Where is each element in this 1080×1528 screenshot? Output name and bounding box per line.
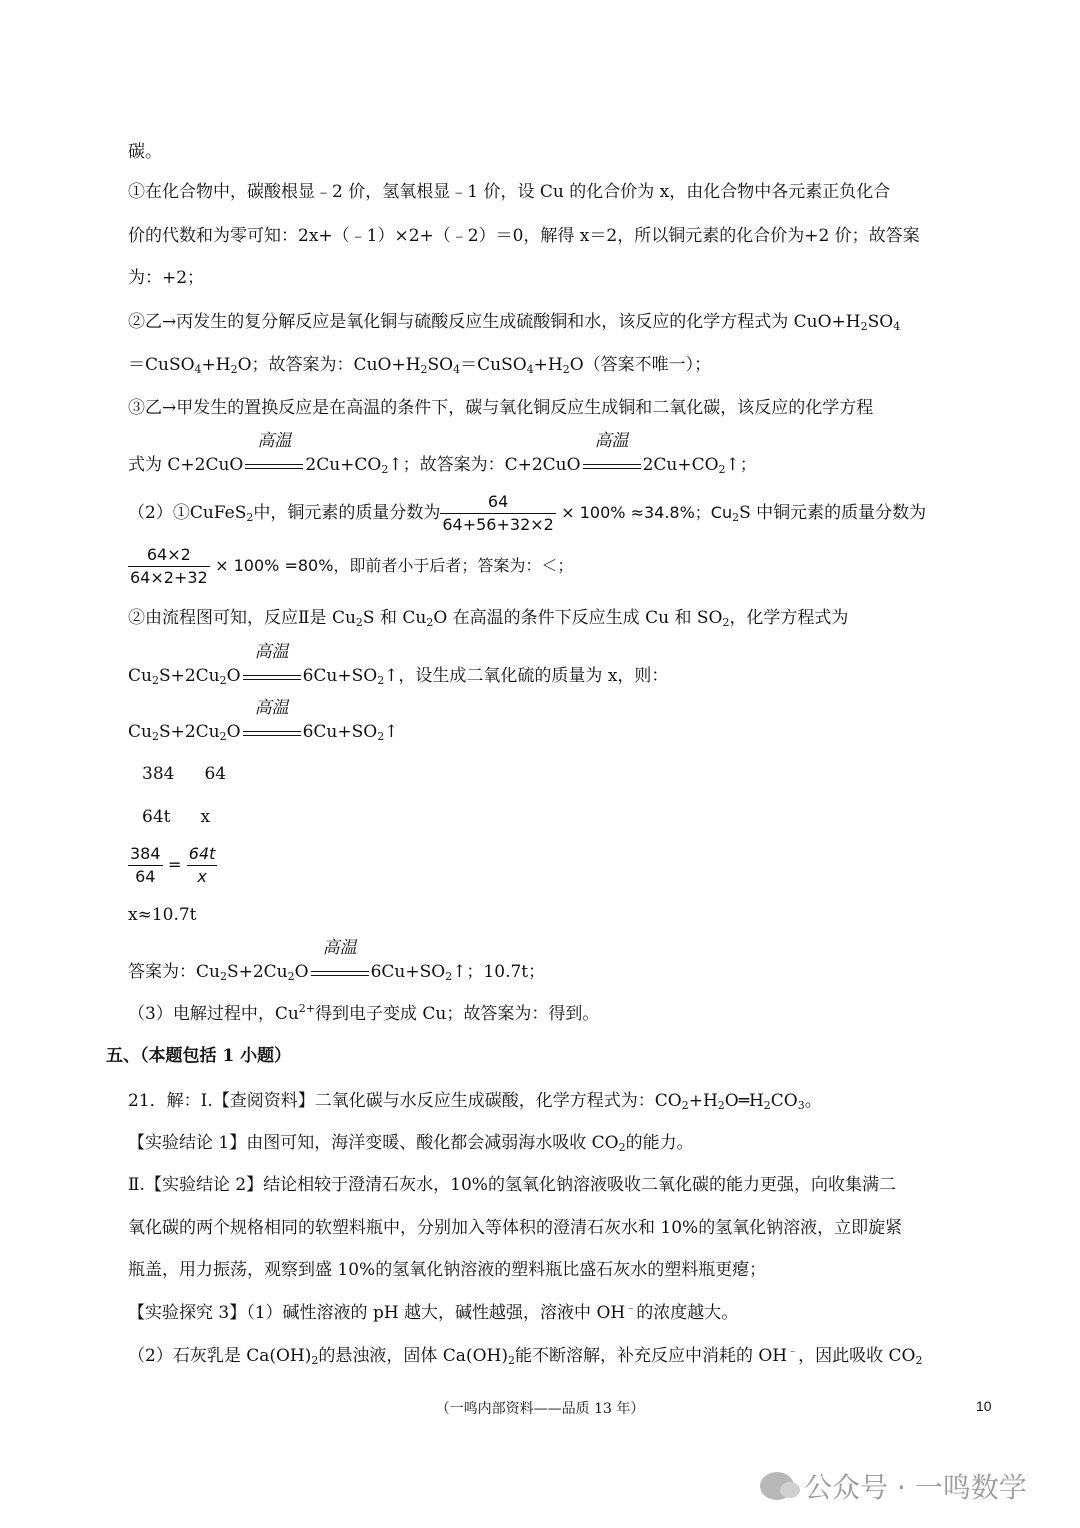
text-line: ②乙→丙发生的复分解反应是氧化铜与硫酸反应生成硫酸铜和水，该反应的化学方程式为 $CuO+H_2SO_4$: [128, 312, 901, 333]
text-line: 21．解：Ⅰ.【查阅资料】二氧化碳与水反应生成碳酸，化学方程式为：$CO_2+H_2O═H_2CO_3$。: [128, 1091, 822, 1112]
equation-line: 答案为：$Cu_2S+2Cu_2O$ 高温 $6Cu+SO_2↑$；10.7t；: [128, 938, 546, 983]
text-line: （2）石灰乳是 $Ca(OH)_2$的悬浊液，固体 $Ca(OH)_2$能不断溶解，补充反应中消耗的 OH﹣，因此吸收 $CO_2$: [128, 1344, 923, 1367]
reaction-equals-sign: 高温: [241, 664, 303, 688]
equation-line: $Cu_2S+2Cu_2O$ 高温 $6Cu+SO_2↑$，设生成二氧化硫的质量为 x，则：: [128, 642, 669, 687]
fraction: $\frac{384}{64}$: [130, 844, 161, 886]
reaction-equals-sign: 高温: [241, 720, 303, 744]
text-line: ①在化合物中，碳酸根显﹣2 价，氢氧根显﹣1 价，设 Cu 的化合价为 x，由化合物中各元素正负化合: [128, 182, 891, 202]
proportion-equation: $\frac{384}{64}$ = $\frac{64t}{x}$: [130, 844, 216, 886]
equation-line: 式为 C+2CuO 高温 $2Cu+CO_2↑$；故答案为：C+2CuO 高温 $2Cu+CO_2↑$；: [128, 431, 757, 476]
text-line: 瓶盖，用力振荡，观察到盛 10%的氢氧化钠溶液的塑料瓶比盛石灰水的塑料瓶更瘪；: [128, 1260, 767, 1280]
text-line: 【实验结论 1】由图可知，海洋变暖、酸化都会减弱海水吸收 $CO_2$的能力。: [128, 1133, 694, 1154]
watermark-text: 公众号 · 一鸣数学: [804, 1471, 1027, 1504]
page-footer: （一鸣内部资料——品质 13 年）: [435, 1401, 645, 1417]
text-line: 碳。: [128, 142, 162, 162]
reaction-equals-sign: 高温: [581, 453, 643, 477]
text-line: （3）电解过程中，$Cu^{2+}$得到电子变成 Cu；故答案为：得到。: [128, 1002, 600, 1024]
fraction: $\frac{64}{64+56+32\times 2}$: [442, 492, 554, 534]
text-line: $=CuSO_4+H_2O$；故答案为：$CuO+H_2SO_4=CuSO_4+H_2O$（答案不唯一）；: [128, 355, 712, 376]
text-line: ②由流程图可知，反应Ⅱ是 $Cu_2S$ 和 $Cu_2O$ 在高温的条件下反应生成 Cu 和 $SO_2$，化学方程式为: [128, 608, 849, 629]
watermark: [760, 1466, 1027, 1506]
text-line: 为：+2；: [128, 268, 205, 288]
text-line: Ⅱ.【实验结论 2】结论相较于澄清石灰水，10%的氢氧化钠溶液吸收二氧化碳的能力更强，向收集满二: [128, 1175, 896, 1195]
text-line: $\frac{64\times 2}{64\times 2+32}$ × 100% =80%，即前者小于后者；答案为：＜；: [130, 545, 574, 587]
wechat-icon: [760, 1472, 794, 1500]
text-line: 384 64: [142, 764, 227, 784]
text-line: 氧化碳的两个规格相同的软塑料瓶中，分别加入等体积的澄清石灰水和 10%的氢氧化钠溶液，立即旋紧: [128, 1218, 903, 1238]
reaction-equals-sign: 高温: [309, 960, 371, 984]
text-line: 价的代数和为零可知：2x+（﹣1）×2+（﹣2）＝0，解得 x＝2，所以铜元素的化合价为+2 价；故答案: [128, 226, 920, 246]
text-line: 【实验探究 3】（1）碱性溶液的 pH 越大，碱性越强，溶液中 OH﹣的浓度越大。: [128, 1301, 739, 1323]
fraction: $\frac{64t}{x}$: [188, 844, 216, 886]
text-line: ③乙→甲发生的置换反应是在高温的条件下，碳与氧化铜反应生成铜和二氧化碳，该反应的化学方程: [128, 398, 874, 418]
text-line: 64t x: [142, 807, 211, 827]
equation-line: $Cu_2S+2Cu_2O$ 高温 $6Cu+SO_2↑$: [128, 698, 399, 743]
page-number: 10: [976, 1398, 992, 1414]
section-heading: 五、（本题包括 1 小题）: [106, 1046, 292, 1066]
fraction: $\frac{64\times 2}{64\times 2+32}$: [130, 545, 208, 587]
text-line: （2）①CuFeS$_2$中，铜元素的质量分数为 $\frac{64}{64+56+32\times 2}$ × 100% ≈34.8%；$Cu_2S$ 中铜元素的质量分数为: [128, 492, 927, 534]
reaction-equals-sign: 高温: [243, 453, 305, 477]
text-line: x≈10.7t: [128, 905, 197, 925]
